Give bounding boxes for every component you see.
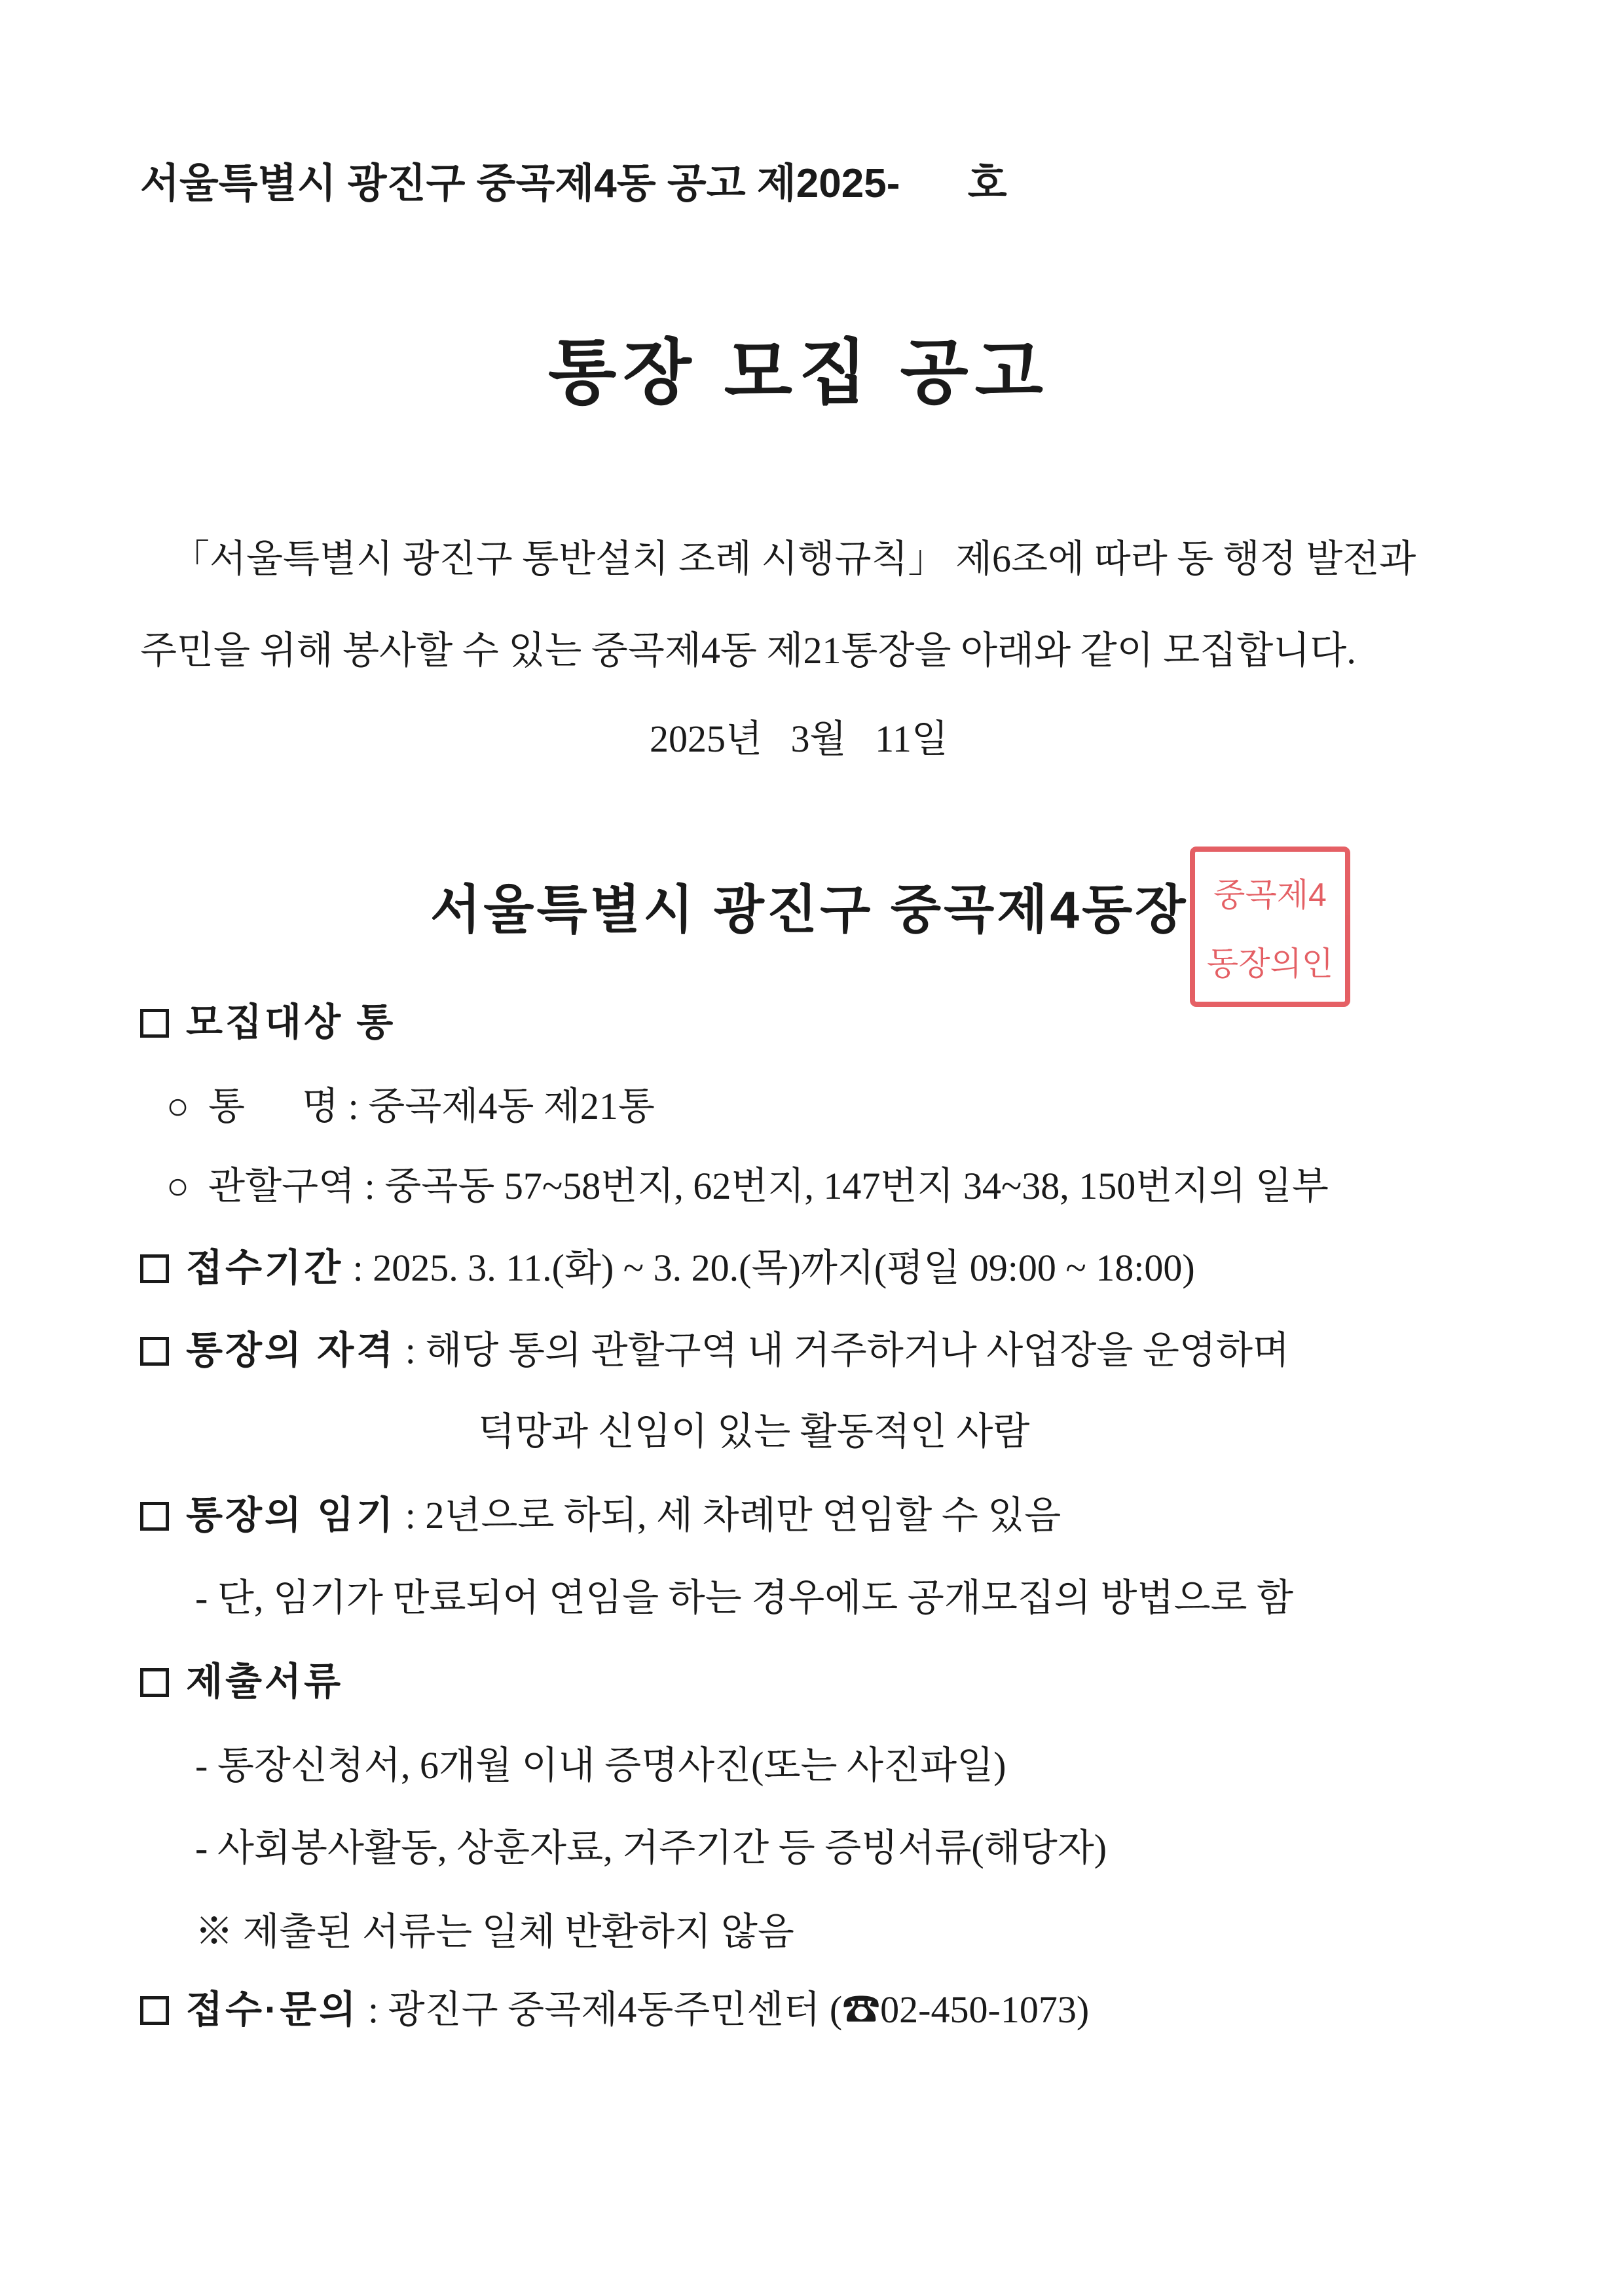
section-heading: 통장의 자격 xyxy=(186,1329,396,1372)
section-heading: 접수·문의 xyxy=(186,1988,359,2031)
documents-item: - 통장신청서, 6개월 이내 증명사진(또는 사진파일) xyxy=(195,1744,1006,1787)
section-contact: 접수·문의 : 광진구 중곡제4동주민센터 (☎02-450-1073) xyxy=(140,1991,1089,2029)
notice-number: 서울특별시 광진구 중곡제4동 공고 제2025- 호 xyxy=(140,161,1007,206)
section-heading: 접수기간 xyxy=(186,1247,344,1289)
section-term: 통장의 임기 : 2년으로 하되, 세 차례만 연임할 수 있음 xyxy=(140,1497,1061,1535)
item-label: 관할구역 xyxy=(208,1165,356,1207)
official-seal xyxy=(1190,847,1350,1007)
section-value: 2년으로 하되, 세 차례만 연임할 수 있음 xyxy=(425,1494,1061,1537)
item-value: 중곡동 57~58번지, 62번지, 147번지 34~38, 150번지의 일부 xyxy=(384,1165,1329,1207)
seal-text-top: 중곡제4 xyxy=(1213,877,1327,914)
section-value: 광진구 중곡제4동주민센터 (☎02-450-1073) xyxy=(388,1988,1090,2031)
checkbox-square-icon xyxy=(140,1502,169,1531)
section-heading: 통장의 임기 xyxy=(186,1494,396,1537)
section-heading: 제출서류 xyxy=(186,1660,344,1703)
section-heading: 모집대상 통 xyxy=(186,1001,396,1044)
intro-line-1: 「서울특별시 광진구 통반설치 조례 시행규칙」 제6조에 따라 동 행정 발전과 xyxy=(172,538,1416,580)
checkbox-square-icon xyxy=(140,1009,169,1038)
checkbox-square-icon xyxy=(140,1996,169,2025)
qualification-line-2: 덕망과 신임이 있는 활동적인 사람 xyxy=(478,1410,1030,1453)
checkbox-square-icon xyxy=(140,1254,169,1283)
issuer-name: 서울특별시 광진구 중곡제4동장 xyxy=(430,881,1189,939)
seal-text-bottom: 동장의인 xyxy=(1206,945,1334,982)
item-value: 중곡제4동 제21통 xyxy=(368,1085,655,1127)
section-value: 2025. 3. 11.(화) ~ 3. 20.(목)까지(평일 09:00 ~ 18:00) xyxy=(373,1247,1195,1289)
documents-note: ※ 제출된 서류는 일체 반환하지 않음 xyxy=(195,1910,794,1953)
section-target xyxy=(140,1001,396,1044)
section-documents xyxy=(140,1660,344,1703)
section-period: 접수기간 : 2025. 3. 11.(화) ~ 3. 20.(목)까지(평일 09:00 ~ 18:00) xyxy=(140,1249,1195,1287)
term-note: - 단, 임기가 만료되어 연임을 하는 경우에도 공개모집의 방법으로 함 xyxy=(195,1576,1294,1619)
item-label: 통 명 xyxy=(208,1085,339,1127)
documents-item: - 사회봉사활동, 상훈자료, 거주기간 등 증빙서류(해당자) xyxy=(195,1827,1107,1869)
notice-date: 2025년 3월 11일 xyxy=(650,718,948,760)
target-item-name: ○ 통 명 : 중곡제4동 제21통 xyxy=(166,1085,655,1127)
target-item-area: ○ 관할구역 : 중곡동 57~58번지, 62번지, 147번지 34~38, 150번지의 일부 xyxy=(166,1165,1329,1207)
section-value: 해당 통의 관할구역 내 거주하거나 사업장을 운영하며 xyxy=(425,1329,1290,1372)
intro-line-2: 주민을 위해 봉사할 수 있는 중곡제4동 제21통장을 아래와 같이 모집합니다. xyxy=(140,629,1356,672)
checkbox-square-icon xyxy=(140,1337,169,1366)
page-title: 통장 모집 공고 xyxy=(548,333,1050,412)
section-qualification: 통장의 자격 : 해당 통의 관할구역 내 거주하거나 사업장을 운영하며 xyxy=(140,1332,1289,1370)
checkbox-square-icon xyxy=(140,1668,169,1697)
